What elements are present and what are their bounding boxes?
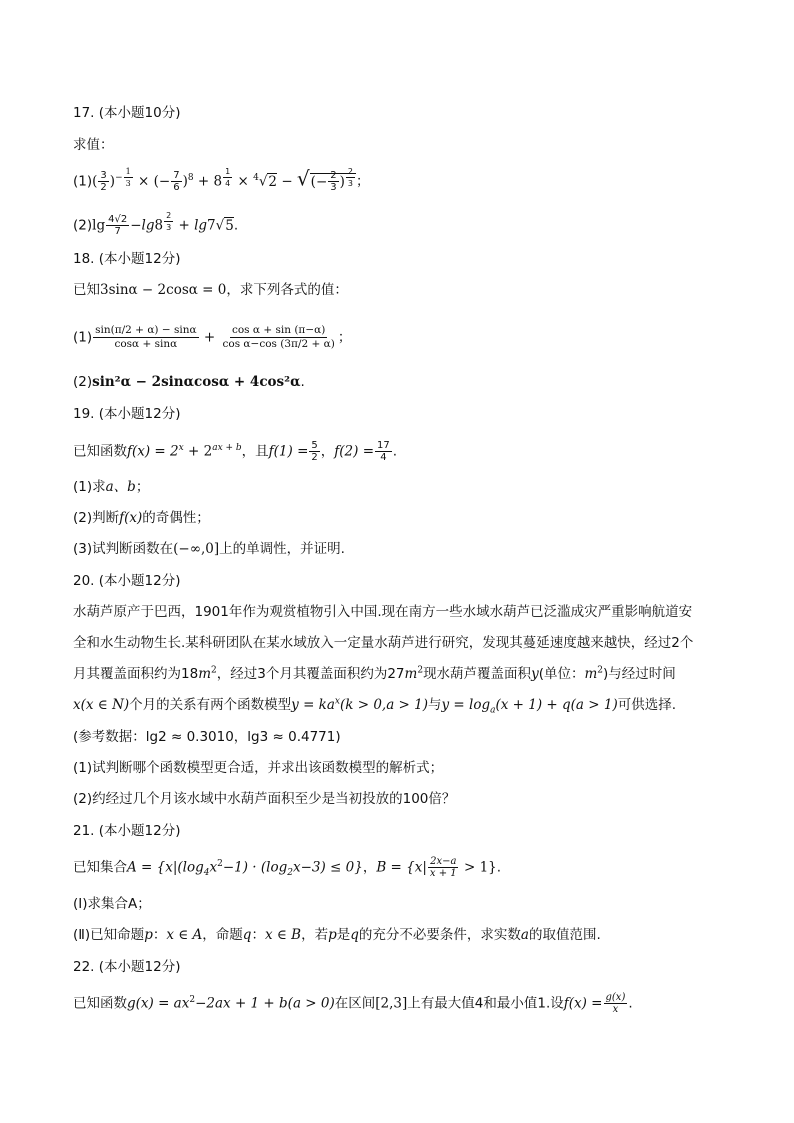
q19-part2: (2)判断f(x)的奇偶性； (73, 510, 210, 526)
q20-heading: 20. (本小题12分) (73, 573, 181, 589)
q21-part2: (Ⅱ)已知命题p：x ∈ A，命题q：x ∈ B，若p是q的充分不必要条件，求实数a的取值范围. (73, 927, 601, 943)
q20-part1: (1)试判断哪个函数模型更合适，并求出该函数模型的解析式； (73, 760, 444, 776)
frac: $\frac{3}{2}$ (100, 170, 107, 193)
q17-heading: 17. (本小题10分) (73, 105, 181, 121)
q20-reference-data: (参考数据：lg2 ≈ 0.3010，lg3 ≈ 0.4771) (73, 729, 341, 745)
q21-part1: (Ⅰ)求集合A； (73, 896, 151, 912)
q19-part3: (3)试判断函数在(−∞,0]上的单调性，并证明. (73, 541, 345, 557)
q18-condition: 已知3sinα − 2cosα = 0，求下列各式的值： (73, 282, 348, 298)
q17-part1: (1)( $\frac{3}{2}$ )$^{- \frac{1}{3}}$ × (− $\frac{7}{6}$ )$^8$ + 8 $^{\frac{1}{4}}$ × $^4$√2 − √(− $\frac{2}{3}$ ) $^{\frac{2}{3}}$ ； (73, 166, 370, 193)
q22-heading: 22. (本小题12分) (73, 959, 181, 975)
q20-line4: x(x ∈ N)个月的关系有两个函数模型$y = ka^x(k > 0,a > 1)$与$y = \log_a(x + 1) + q(a > 1)$可供选择. (73, 696, 677, 716)
q22-statement: 已知函数$g(x) = ax^2-2ax + 1 + b(a > 0)$在区间[2,3]上有最大值4和最小值1.设f(x) = $\frac{g(x)}{x}$ . (73, 992, 633, 1015)
q20-line1: 水葫芦原产于巴西，1901年作为观赏植物引入中国.现在南方一些水域水葫芦已泛滥成灾严重影响航道安 (73, 604, 693, 620)
q20-line3: 月其覆盖面积约为$18m^2$，经过3个月其覆盖面积约为$27m^2$现水葫芦覆盖面积y(单位：$m^2$)与经过时间 (73, 665, 676, 682)
q18-part1: (1) $\frac{\sin(\pi/2 + \alpha) - \sin\alpha}{\cos\alpha + \sin\alpha}$ + $\frac{\text{cos α + sin (π−α)}}{\text{cos α−cos (3π/2 + α)}}$ ； (73, 324, 352, 350)
q21-statement: 已知集合$A = \{x|(\log_4x^2-1) \cdot (\log_2x-3) \le 0\}$，B = {x| $\frac{2x-a}{x + 1}$ > 1}. (73, 856, 502, 879)
q18-heading: 18. (本小题12分) (73, 251, 181, 267)
q19-statement: 已知函数$f(x) = 2^x + 2^{ax + b}$，且f(1) = $\frac{5}{2}$ ，f(2) = $\frac{17}{4}$ . (73, 440, 398, 463)
q17-part2: (2)lg $\frac{4√2}{7}$ −lg8 $^{\frac{2}{3}}$ + lg7√5. (73, 211, 239, 237)
q19-part1: (1)求a、b； (73, 479, 150, 495)
q18-part2: (2)sin²α − 2sinαcosα + 4cos²α. (73, 374, 305, 390)
q20-part2: (2)约经过几个月该水域中水葫芦面积至少是当初投放的100倍？ (73, 791, 456, 807)
q20-line2: 全和水生动物生长.某科研团队在某水域放入一定量水葫芦进行研究，发现其蔓延速度越来越快，经过2个 (73, 635, 694, 651)
q21-heading: 21. (本小题12分) (73, 823, 181, 839)
q17-intro: 求值： (73, 137, 114, 153)
q19-heading: 19. (本小题12分) (73, 406, 181, 422)
